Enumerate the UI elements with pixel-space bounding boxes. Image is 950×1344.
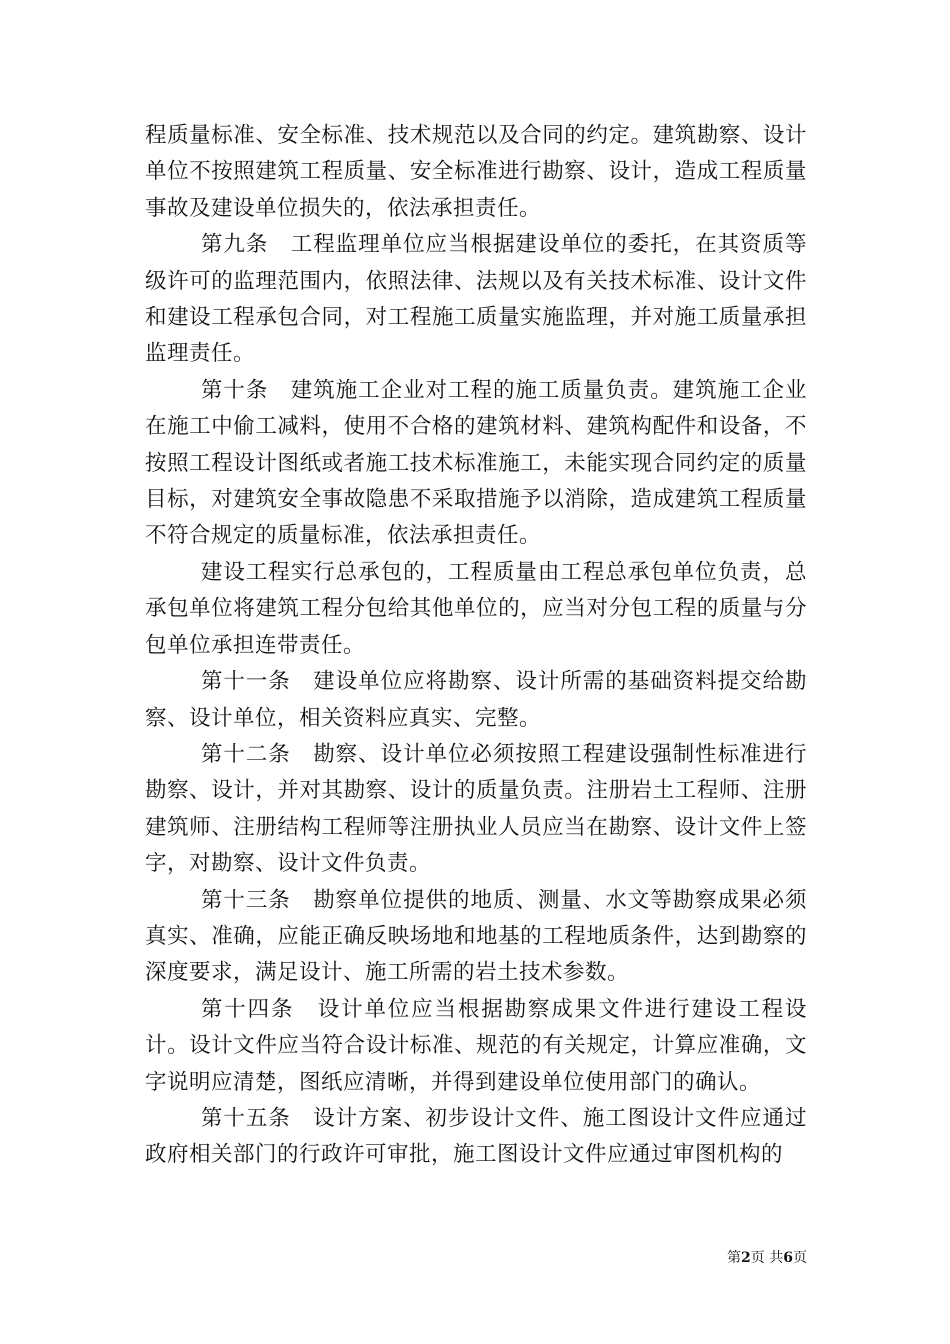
footer-suffix: 页 xyxy=(793,1250,807,1266)
paragraph-general-contracting: 建设工程实行总承包的，工程质量由工程总承包单位负责，总承包单位将建筑工程分包给其他单位的，应当对分包工程的质量与分包单位承担连带责任。 xyxy=(145,559,807,658)
current-page-number: 2 xyxy=(741,1250,751,1266)
paragraph-continued: 程质量标准、安全标准、技术规范以及合同的约定。建筑勘察、设计单位不按照建筑工程质量、安全标准进行勘察、设计，造成工程质量事故及建设单位损失的，依法承担责任。 xyxy=(145,123,807,221)
paragraph-article-12: 第十二条 勘察、设计单位必须按照工程建设强制性标准进行勘察、设计，并对其勘察、设计的质量负责。注册岩土工程师、注册建筑师、注册结构工程师等注册执业人员应当在勘察、设计文件上签字，对勘察、设计文件负责。 xyxy=(145,741,807,877)
paragraph-article-14: 第十四条 设计单位应当根据勘察成果文件进行建设工程设计。设计文件应当符合设计标准、规范的有关规定，计算应准确，文字说明应清楚，图纸应清晰，并得到建设单位使用部门的确认。 xyxy=(145,996,807,1095)
paragraph-article-15: 第十五条 设计方案、初步设计文件、施工图设计文件应通过政府相关部门的行政许可审批，施工图设计文件应通过审图机构的 xyxy=(145,1105,807,1168)
page-number-footer xyxy=(727,1247,807,1267)
footer-prefix: 第 xyxy=(727,1250,742,1266)
document-body xyxy=(145,118,807,1174)
paragraph-article-10: 第十条 建筑施工企业对工程的施工质量负责。建筑施工企业在施工中偷工减料，使用不合格的建筑材料、建筑构配件和设备，不按照工程设计图纸或者施工技术标准施工，未能实现合同约定的质量目标，对建筑安全事故隐患不采取措施予以消除，造成建筑工程质量不符合规定的质量标准，依法承担责任。 xyxy=(145,377,807,549)
paragraph-article-13: 第十三条 勘察单位提供的地质、测量、水文等勘察成果必须真实、准确，应能正确反映场地和地基的工程地质条件，达到勘察的深度要求，满足设计、施工所需的岩土技术参数。 xyxy=(145,887,807,986)
total-pages-number: 6 xyxy=(783,1250,793,1266)
footer-middle: 页 共 xyxy=(750,1250,784,1266)
paragraph-article-11: 第十一条 建设单位应将勘察、设计所需的基础资料提交给勘察、设计单位，相关资料应真实、完整。 xyxy=(145,669,807,731)
paragraph-article-9: 第九条 工程监理单位应当根据建设单位的委托，在其资质等级许可的监理范围内，依照法律、法规以及有关技术标准、设计文件和建设工程承包合同，对工程施工质量实施监理，并对施工质量承担监理责任。 xyxy=(145,232,807,367)
